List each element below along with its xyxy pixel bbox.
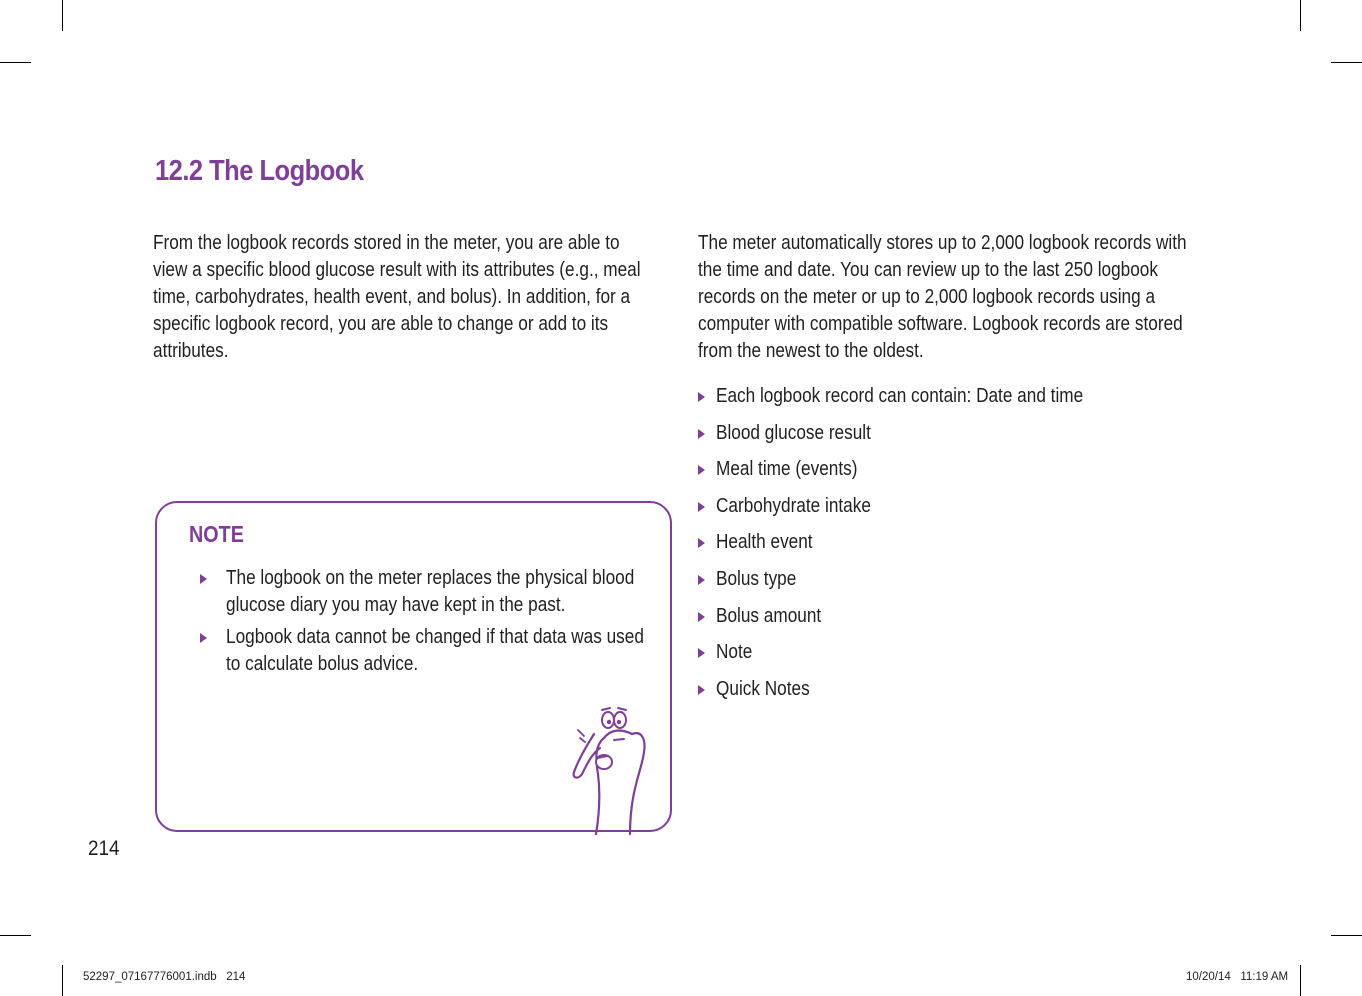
print-timestamp: 10/20/14 11:19 AM [1186,971,1289,983]
list-item: Each logbook record can contain: Date and time [698,383,1143,420]
bullet-arrow-icon [698,465,705,475]
list-item: Carbohydrate intake [698,493,1143,530]
bullet-arrow-icon [698,538,705,548]
crop-mark [0,62,31,63]
thinking-mascot-icon [560,700,678,836]
note-item [200,565,716,619]
crop-mark [1300,0,1301,31]
record-contents-list [698,383,1143,712]
list-item: Quick Notes [698,676,1143,713]
list-item: Bolus amount [698,603,1143,640]
section-heading: 12.2 The Logbook [155,155,364,187]
note-title: NOTE [189,521,244,547]
list-item: Health event [698,529,1143,566]
crop-mark [62,0,63,31]
list-item: Note [698,639,1143,676]
note-item-text: The logbook on the meter replaces the physical blood glucose diary you may have kept in the past. [226,567,635,616]
page-number: 214 [88,837,120,860]
bullet-arrow-icon [698,392,705,402]
list-item: Bolus type [698,566,1143,603]
list-item: Meal time (events) [698,456,1143,493]
bullet-arrow-icon [698,502,705,512]
note-item [200,624,716,678]
bullet-arrow-icon [200,574,207,584]
intro-paragraph: From the logbook records stored in the meter, you are able to view a specific blood glucose result with its attributes (e.g., meal time, carbohydrates, health event, and bolus). In addition, for a specific logbook record, you are able to change or add to its attributes. [153,232,641,362]
crop-mark [1331,935,1362,936]
crop-mark [62,965,63,996]
list-item: Blood glucose result [698,420,1143,457]
storage-paragraph: The meter automatically stores up to 2,000 logbook records with the time and date. You can review up to the last 250 logbook records on the meter or up to 2,000 logbook records using a computer with compatible software. Logbook records are stored from the newest to the oldest. [698,232,1187,362]
bullet-arrow-icon [200,633,207,643]
bullet-arrow-icon [698,429,705,439]
crop-mark [1331,62,1362,63]
note-item-text: Logbook data cannot be changed if that data was used to calculate bolus advice. [226,626,644,675]
crop-mark [0,935,31,936]
file-slug: 52297_07167776001.indb 214 [83,971,246,983]
crop-mark [1300,965,1301,996]
bullet-arrow-icon [698,685,705,695]
